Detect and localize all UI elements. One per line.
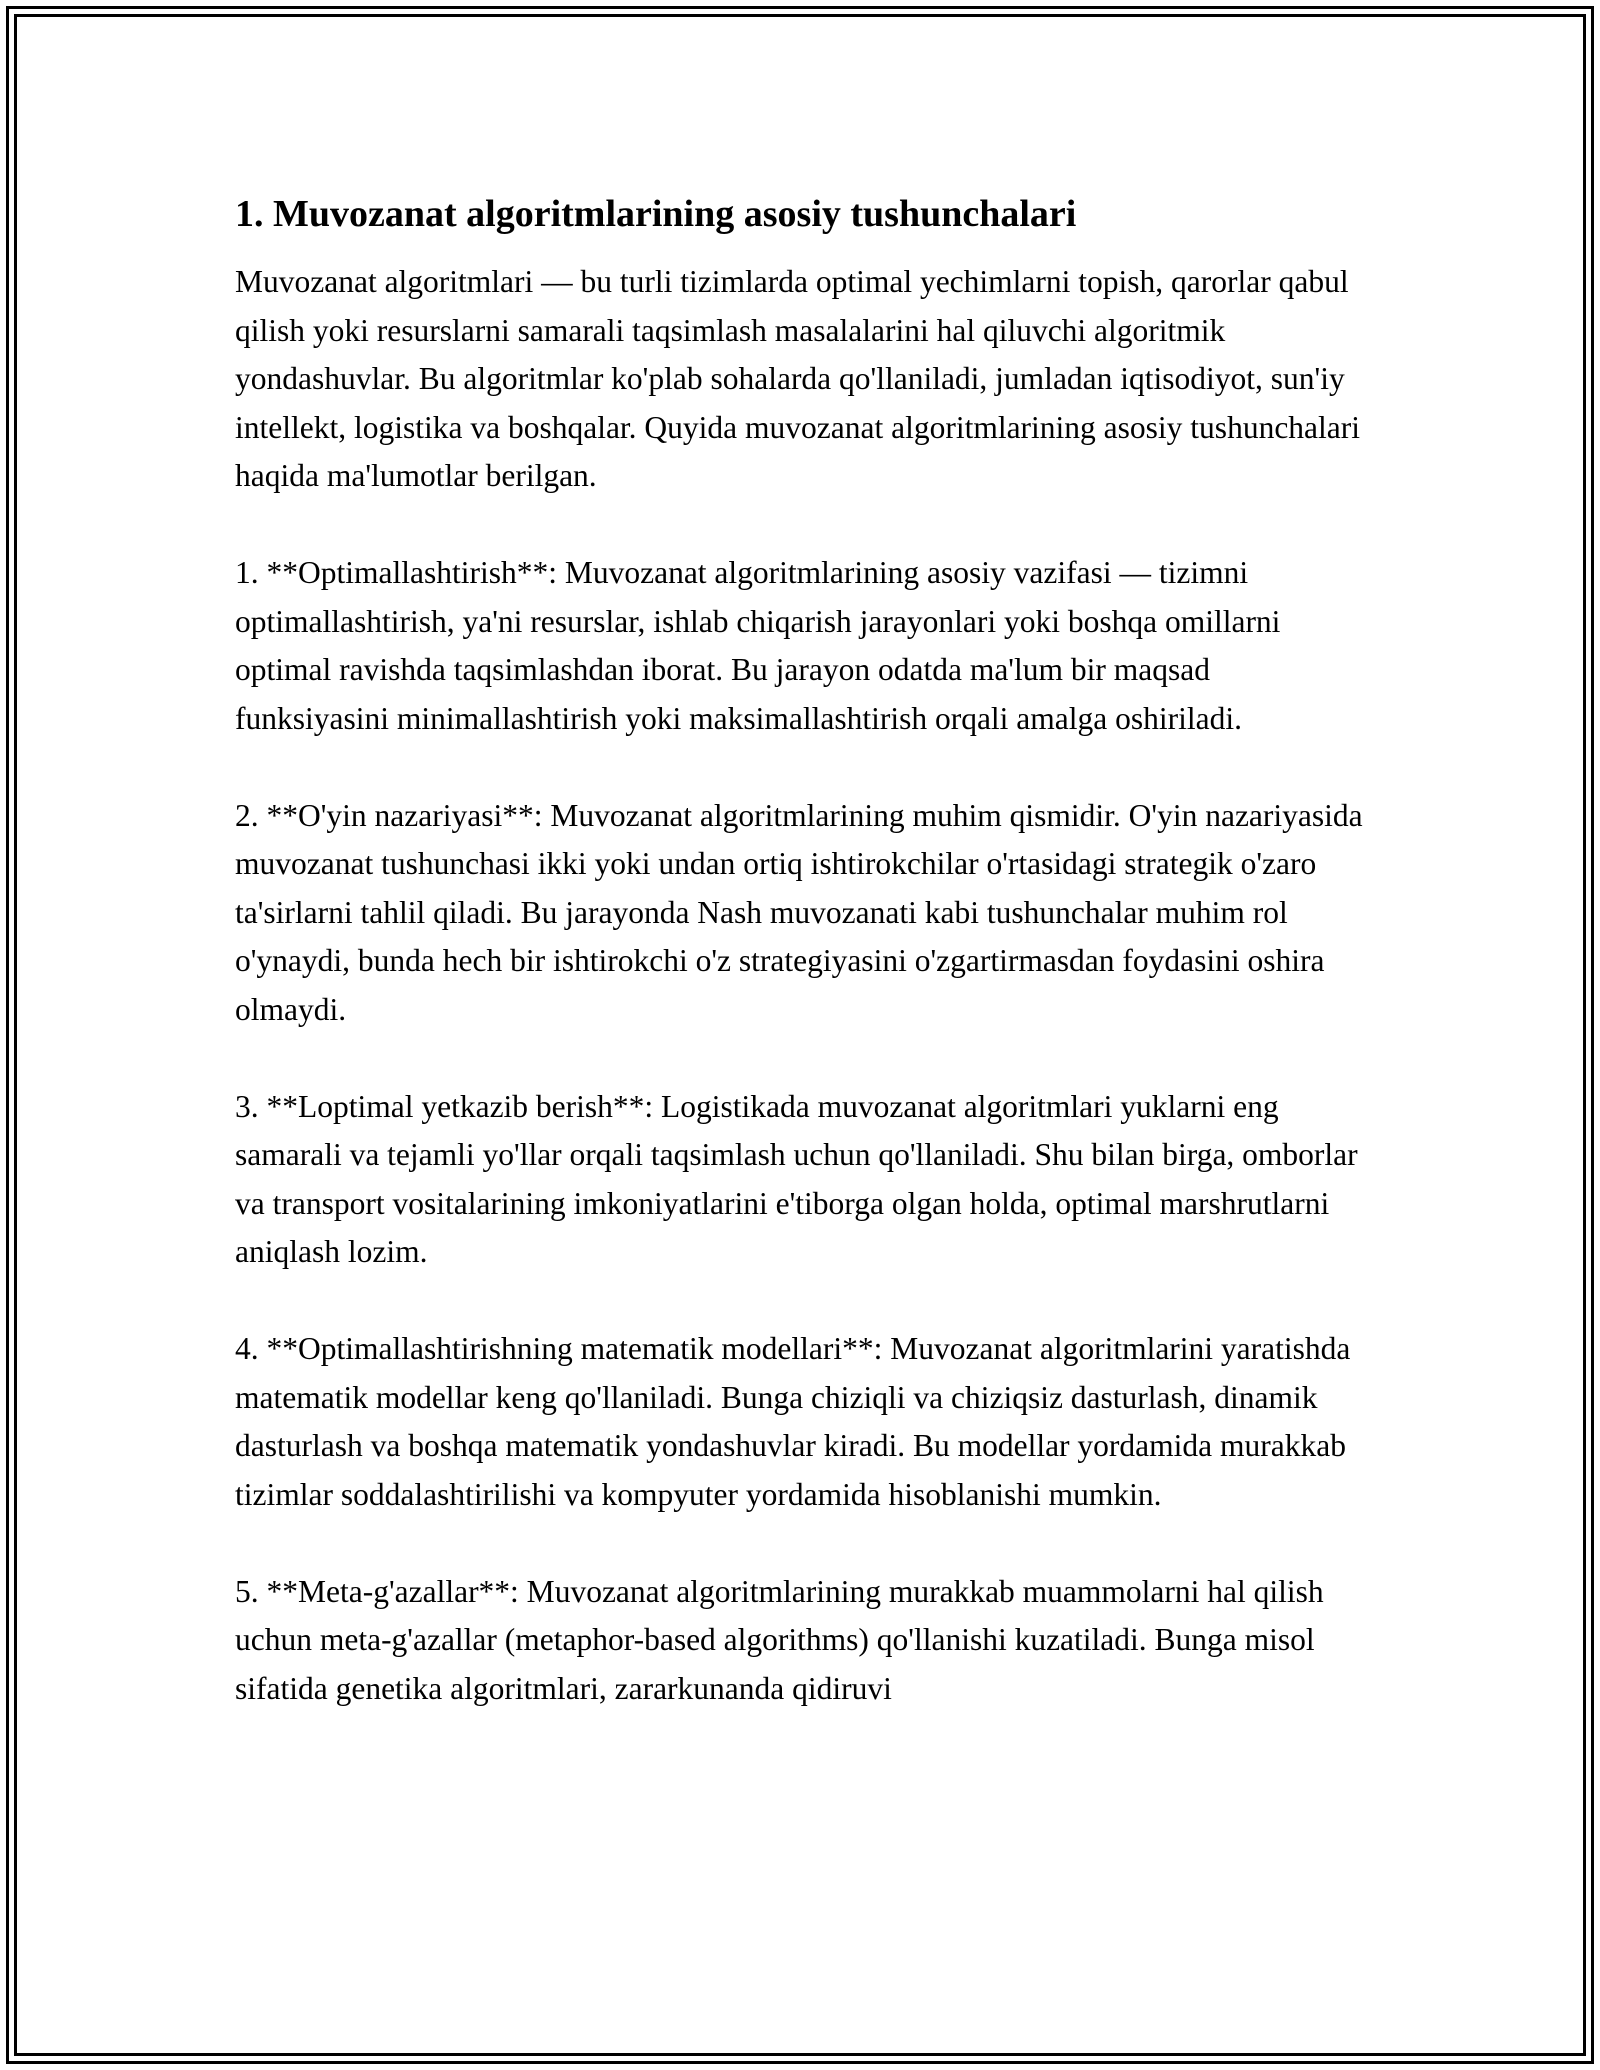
paragraph-game-theory: 2. **O'yin nazariyasi**: Muvozanat algoritmlarining muhim qismidir. O'yin nazariyasida muvozanat tushunchasi ikki yoki undan ortiq ishtirokchilar o'rtasidagi strategik o'zaro ta'sirlarni tahlil qiladi. Bu jarayonda Nash muvozanati kabi tushunchalar muhim rol o'ynaydi, bunda hech bir ishtirokchi o'z strategiyasini o'zgartirmasdan foydasini oshira olmaydi. [235, 797, 1363, 1027]
paragraph-math-models: 4. **Optimallashtirishning matematik modellari**: Muvozanat algoritmlarini yaratishda matematik modellar keng qo'llaniladi. Bunga chiziqli va chiziqsiz dasturlash, dinamik dasturlash va boshqa matematik yondashuvlar kiradi. Bu modellar yordamida murakkab tizimlar soddalashtirilishi va kompyuter yordamida hisoblanishi mumkin. [235, 1331, 1351, 1512]
intro-paragraph: Muvozanat algoritmlari — bu turli tizimlarda optimal yechimlarni topish, qarorlar qabul qilish yoki resurslarni samarali taqsimlash masalalarini hal qiluvchi algoritmik yondashuvlar. Bu algoritmlar ko'plab sohalarda qo'llaniladi, jumladan iqtisodiyot, sun'iy intellekt, logistika va boshqalar. Quyida muvozanat algoritmlarining asosiy tushunchalari haqida ma'lumotlar berilgan. [235, 264, 1361, 493]
paragraph-meta: 5. **Meta-g'azallar**: Muvozanat algoritmlarining murakkab muammolarni hal qilish uchun meta-g'azallar (metaphor-based algorithms) qo'llanishi kuzatiladi. Bunga misol sifatida genetika algoritmlari, zararkunanda qidiruvi [235, 1573, 1324, 1706]
section-heading: 1. Muvozanat algoritmlarining asosiy tushunchalari [235, 193, 1077, 235]
document-body [235, 188, 1370, 1713]
paragraph-optimization: 1. **Optimallashtirish**: Muvozanat algoritmlarining asosiy vazifasi — tizimni optimallashtirish, ya'ni resurslar, ishlab chiqarish jarayonlari yoki boshqa omillarni optimal ravishda taqsimlashdan iborat. Bu jarayon odatda ma'lum bir maqsad funksiyasini minimallashtirish yoki maksimallashtirish orqali amalga oshiriladi. [235, 555, 1281, 736]
paragraph-delivery: 3. **Loptimal yetkazib berish**: Logistikada muvozanat algoritmlari yuklarni eng samarali va tejamli yo'llar orqali taqsimlash uchun qo'llaniladi. Shu bilan birga, omborlar va transport vositalarining imkoniyatlarini e'tiborga olgan holda, optimal marshrutlarni aniqlash lozim. [235, 1088, 1358, 1269]
